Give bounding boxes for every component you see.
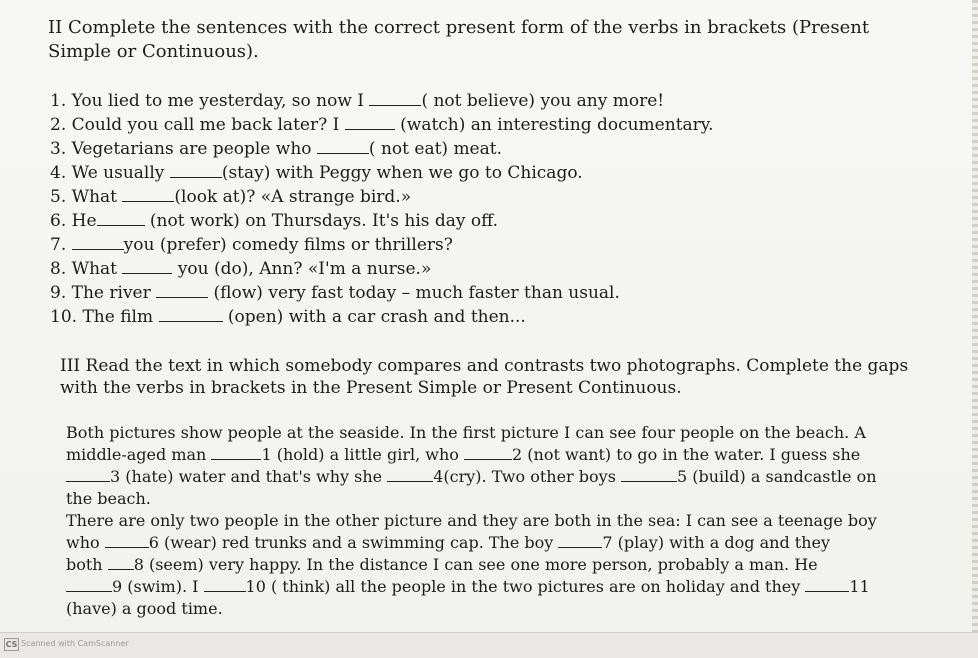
passage-line-6: who 6 (wear) red trunks and a swimming cap. The boy 7 (play) with a dog and they xyxy=(66,533,831,552)
exercise-item-1: 1. You lied to me yesterday, so now I ( not believe) you any more! xyxy=(50,91,665,111)
answer-blank xyxy=(387,467,433,482)
passage-line-7: both 8 (seem) very happy. In the distance I can see one more person, probably a man. He xyxy=(66,555,818,574)
answer-blank xyxy=(805,577,849,592)
answer-blank xyxy=(621,467,677,482)
answer-blank xyxy=(211,445,261,460)
answer-blank xyxy=(317,139,369,154)
section-3-heading-line-1: III Read the text in which somebody compares and contrasts two photographs. Complete the gaps xyxy=(60,356,909,376)
passage-line-4: the beach. xyxy=(66,489,151,508)
camscanner-logo: CS xyxy=(5,640,18,649)
passage-line-5: There are only two people in the other picture and they are both in the sea: I can see a teenage boy xyxy=(66,511,877,530)
scanner-footer xyxy=(0,632,978,658)
exercise-item-2: 2. Could you call me back later? I (watch) an interesting documentary. xyxy=(50,115,714,135)
exercise-item-4: 4. We usually (stay) with Peggy when we go to Chicago. xyxy=(50,163,583,183)
exercise-item-5: 5. What (look at)? «A strange bird.» xyxy=(50,187,412,207)
exercise-item-7: 7. you (prefer) comedy films or thrillers? xyxy=(50,235,453,255)
answer-blank xyxy=(97,211,145,226)
answer-blank xyxy=(204,577,246,592)
answer-blank xyxy=(108,555,134,570)
exercise-item-6: 6. He (not work) on Thursdays. It's his day off. xyxy=(50,211,499,231)
exercise-item-10: 10. The film (open) with a car crash and then... xyxy=(50,307,526,327)
answer-blank xyxy=(66,577,112,592)
passage-line-8: 9 (swim). I 10 ( think) all the people in the two pictures are on holiday and they 11 xyxy=(66,576,870,598)
answer-blank xyxy=(122,187,174,202)
exercise-item-8: 8. What you (do), Ann? «I'm a nurse.» xyxy=(50,259,432,279)
answer-blank xyxy=(72,235,124,250)
answer-blank xyxy=(369,91,421,106)
passage-line-9: (have) a good time. xyxy=(66,599,223,618)
answer-blank xyxy=(105,533,149,548)
answer-blank xyxy=(122,259,172,274)
answer-blank xyxy=(156,283,208,298)
passage-line-3: 3 (hate) water and that's why she 4(cry). Two other boys 5 (build) a sandcastle on xyxy=(66,466,877,488)
passage-line-2: middle-aged man 1 (hold) a little girl, who 2 (not want) to go in the water. I guess she xyxy=(66,445,861,464)
answer-blank xyxy=(170,163,222,178)
answer-blank xyxy=(66,467,110,482)
answer-blank xyxy=(558,533,602,548)
scanner-watermark: Scanned with CamScanner xyxy=(21,639,129,648)
answer-blank xyxy=(464,445,512,460)
answer-blank xyxy=(159,307,223,322)
exercise-item-9: 9. The river (flow) very fast today – much faster than usual. xyxy=(50,283,620,303)
section-3-heading-line-2: with the verbs in brackets in the Present Simple or Present Continuous. xyxy=(60,378,682,398)
section-2-heading-line-1: II Complete the sentences with the correct present form of the verbs in brackets (Present xyxy=(48,17,870,38)
exercise-item-3: 3. Vegetarians are people who ( not eat) meat. xyxy=(50,139,502,159)
section-2-heading-line-2: Simple or Continuous). xyxy=(48,41,259,62)
page-edge xyxy=(972,0,978,636)
passage-line-1: Both pictures show people at the seaside. In the first picture I can see four people on the beach. A xyxy=(66,423,866,442)
answer-blank xyxy=(345,115,395,130)
